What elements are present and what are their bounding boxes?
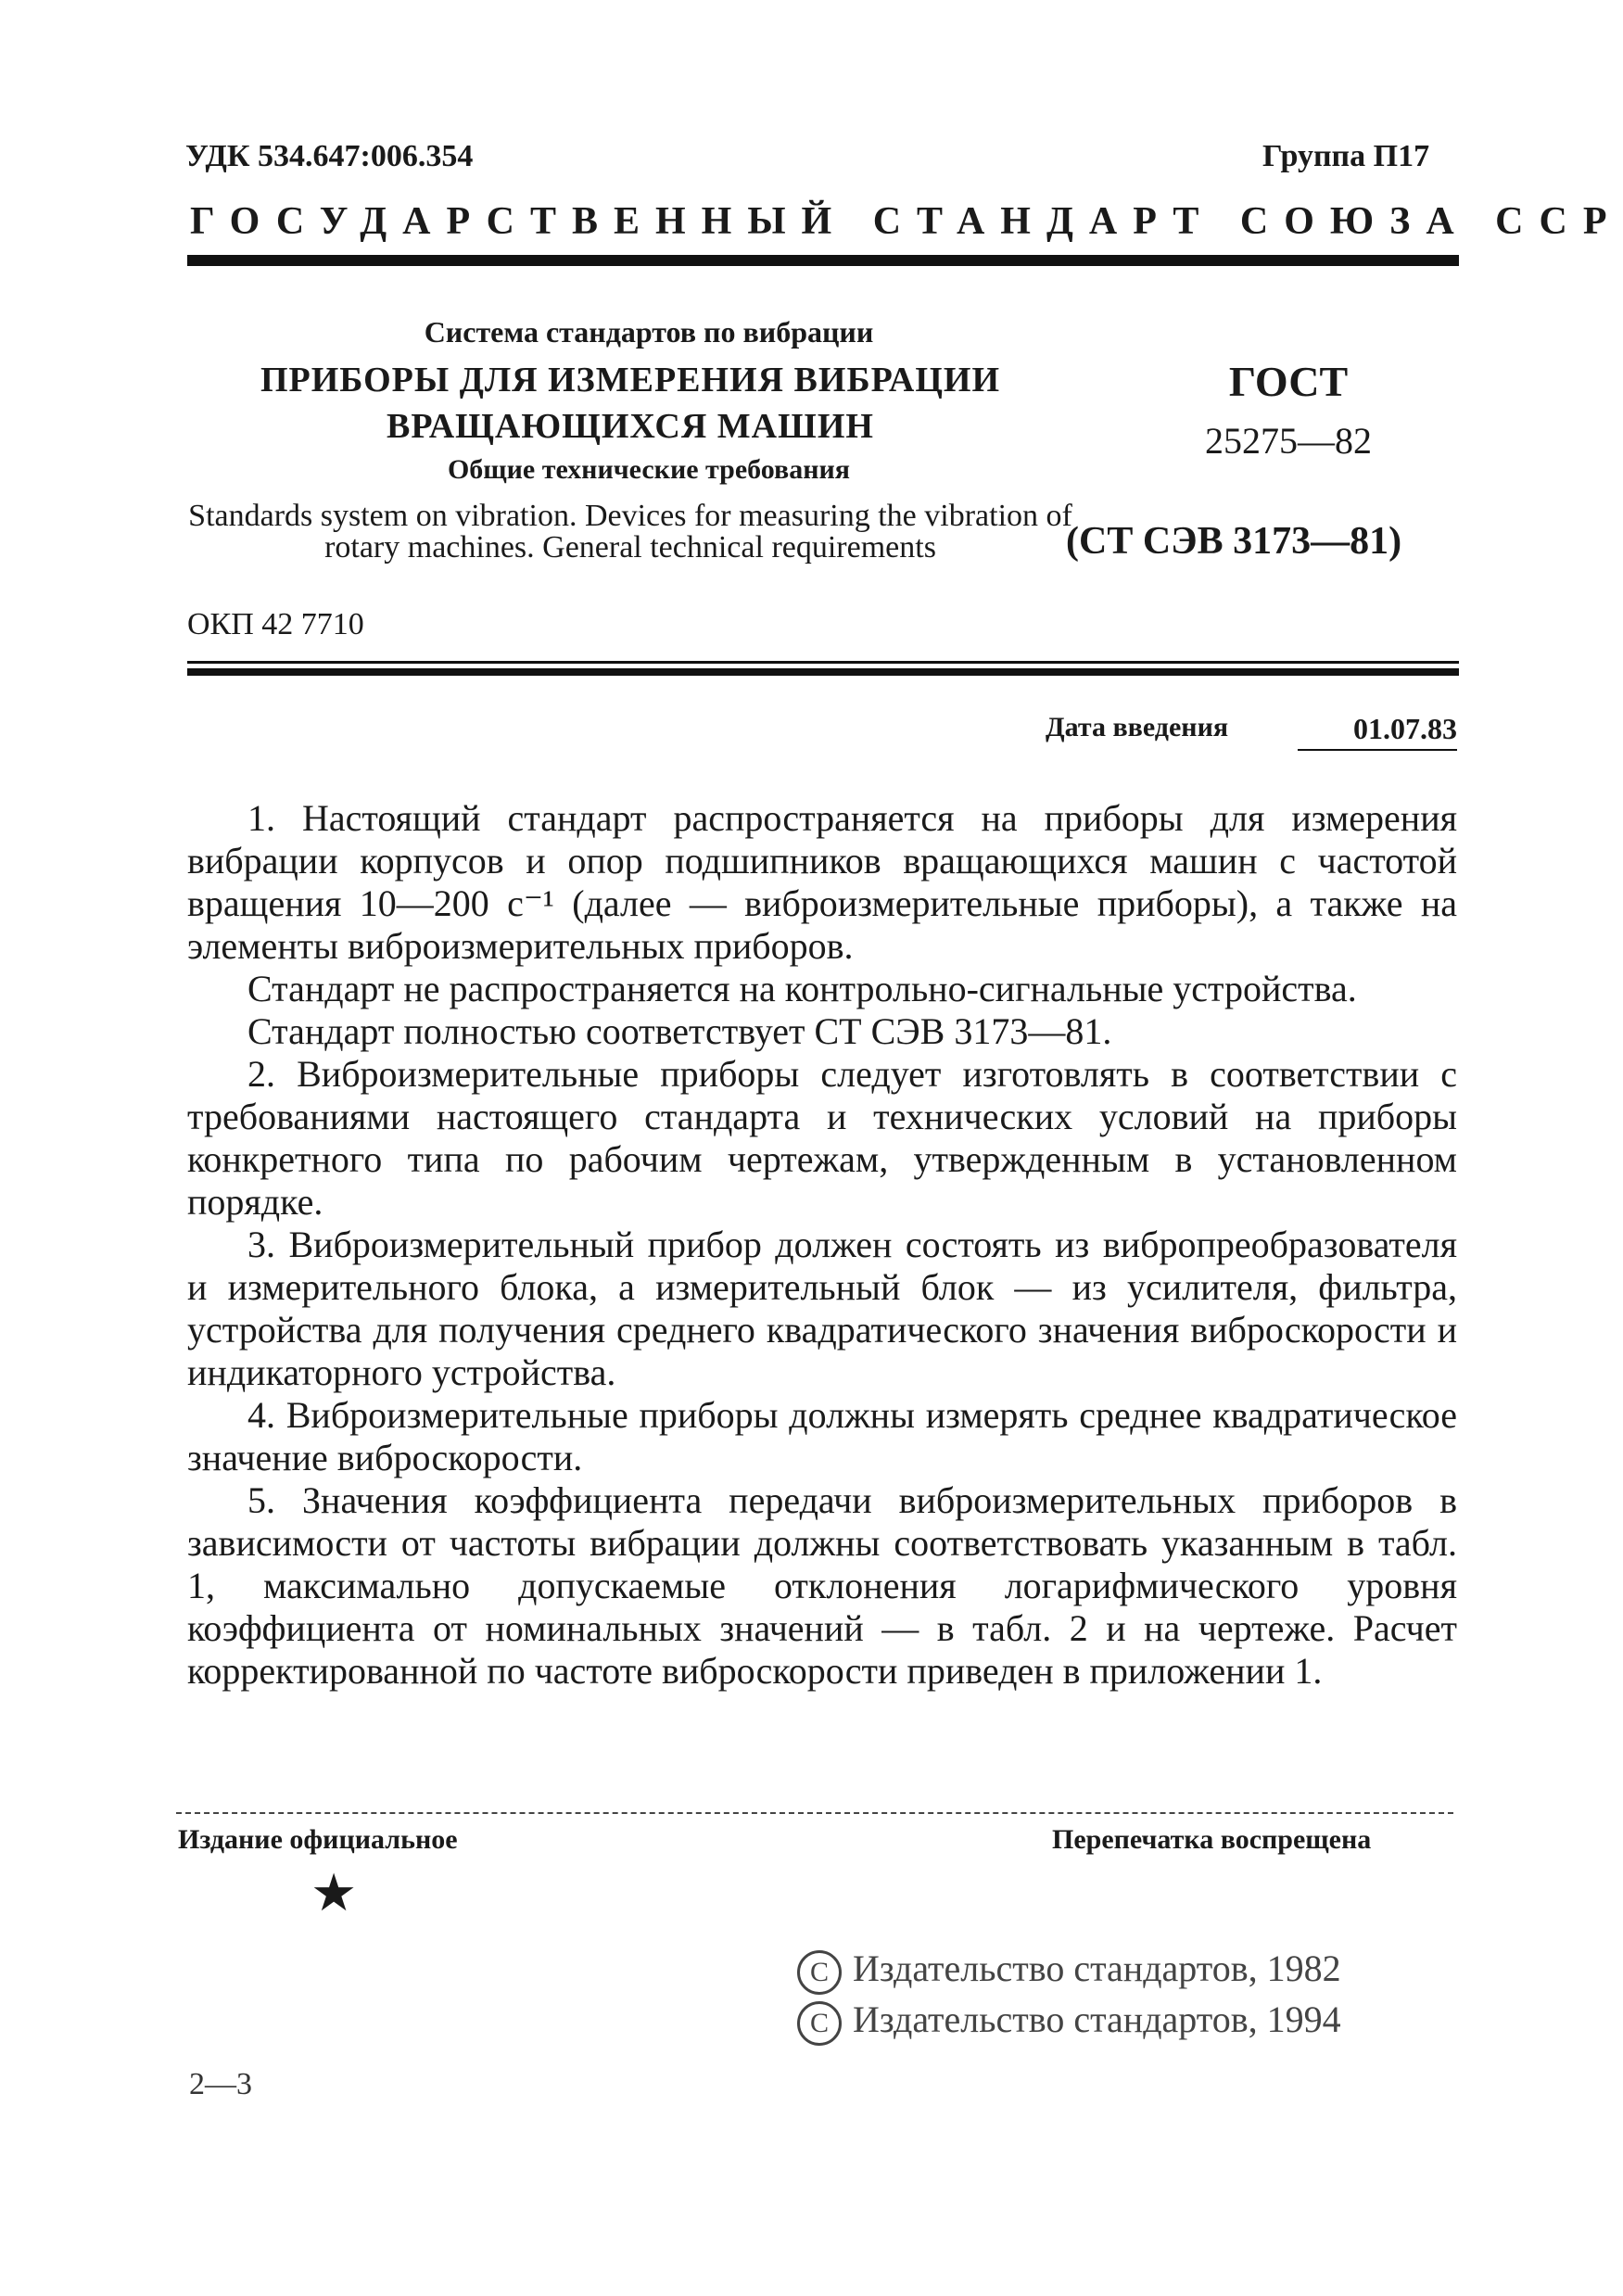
copyright-text: Издательство стандартов, 1982 [853,1947,1341,1989]
reprint-prohibited-label: Перепечатка воспрещена [1052,1824,1372,1855]
copyright-line [797,1947,1341,1995]
intro-date-underline [1298,749,1457,751]
paragraph: Стандарт не распространяется на контрольно-сигнальные устройства. [247,968,1357,1009]
english-title: Standards system on vibration. Devices for measuring the vibration of rotary machines. General technical requirements [188,499,1072,564]
footer-rule [176,1812,1453,1816]
copyright-icon: С [797,2001,842,2046]
star-icon: ★ [311,1865,358,1922]
paragraph: 4. Виброизмерительные приборы должны измерять среднее квадратическое значение виброскорости. [187,1394,1457,1478]
udk-code: УДК 534.647:006.354 [185,139,474,173]
copyright-text: Издательство стандартов, 1994 [853,1998,1341,2040]
paragraph: 3. Виброизмерительный прибор должен состоять из вибропреобразователя и измерительного блока, а измерительный блок — из усилителя, фильтра, устройства для получения среднего квадратического значения виброскорости и индикаторного устройства. [187,1224,1457,1393]
intro-date-value: 01.07.83 [1353,712,1457,745]
paragraph: 1. Настоящий стандарт распространяется на приборы для измерения вибрации корпусов и опор подшипников вращающихся машин с частотой вращения 10—200 с⁻¹ (далее — виброизмерительные приборы), а также на элементы виброизмерительных приборов. [187,797,1457,967]
okp-code: ОКП 42 7710 [187,607,364,641]
main-title: ПРИБОРЫ ДЛЯ ИЗМЕРЕНИЯ ВИБРАЦИИ ВРАЩАЮЩИХСЯ МАШИН [260,361,1001,446]
paragraph: 2. Виброизмерительные приборы следует изготовлять в соответствии с требованиями настоящего стандарта и технических условий на приборы конкретного типа по рабочим чертежам, утвержденным в установленном порядке. [187,1053,1457,1223]
body-text [187,797,1457,1693]
header-rule [187,255,1459,266]
group-code: Группа П17 [1262,139,1430,173]
paragraph: Стандарт полностью соответствует СТ СЭВ 3173—81. [247,1010,1112,1052]
intro-date-label: Дата введения [1046,712,1229,742]
gost-label: ГОСТ [1228,358,1349,405]
official-edition-label: Издание официальное [178,1824,458,1855]
system-title: Система стандартов по вибрации [424,315,874,349]
paragraph: 5. Значения коэффициента передачи виброизмерительных приборов в зависимости от частоты вибрации должны соответствовать указанным в табл. 1, максимально допускаемые отклонения логарифмического уровня коэффициента от номинальных значений — в табл. 2 и на чертеже. Расчет корректированной по частоте виброскорости приведен в приложении 1. [187,1479,1457,1692]
cmea-standard: (СТ СЭВ 3173—81) [1066,520,1402,563]
subtitle: Общие технические требования [447,454,851,485]
title-rule-thin [187,661,1459,664]
page-code: 2—3 [189,2067,252,2101]
copyright-line [797,1998,1341,2046]
copyright-icon: С [797,1950,842,1995]
gost-number: 25275—82 [1205,420,1372,462]
title-rule-thick [187,668,1459,676]
state-standard-heading: ГОСУДАРСТВЕННЫЙ СТАНДАРТ СОЮЗА ССР [190,200,1623,243]
